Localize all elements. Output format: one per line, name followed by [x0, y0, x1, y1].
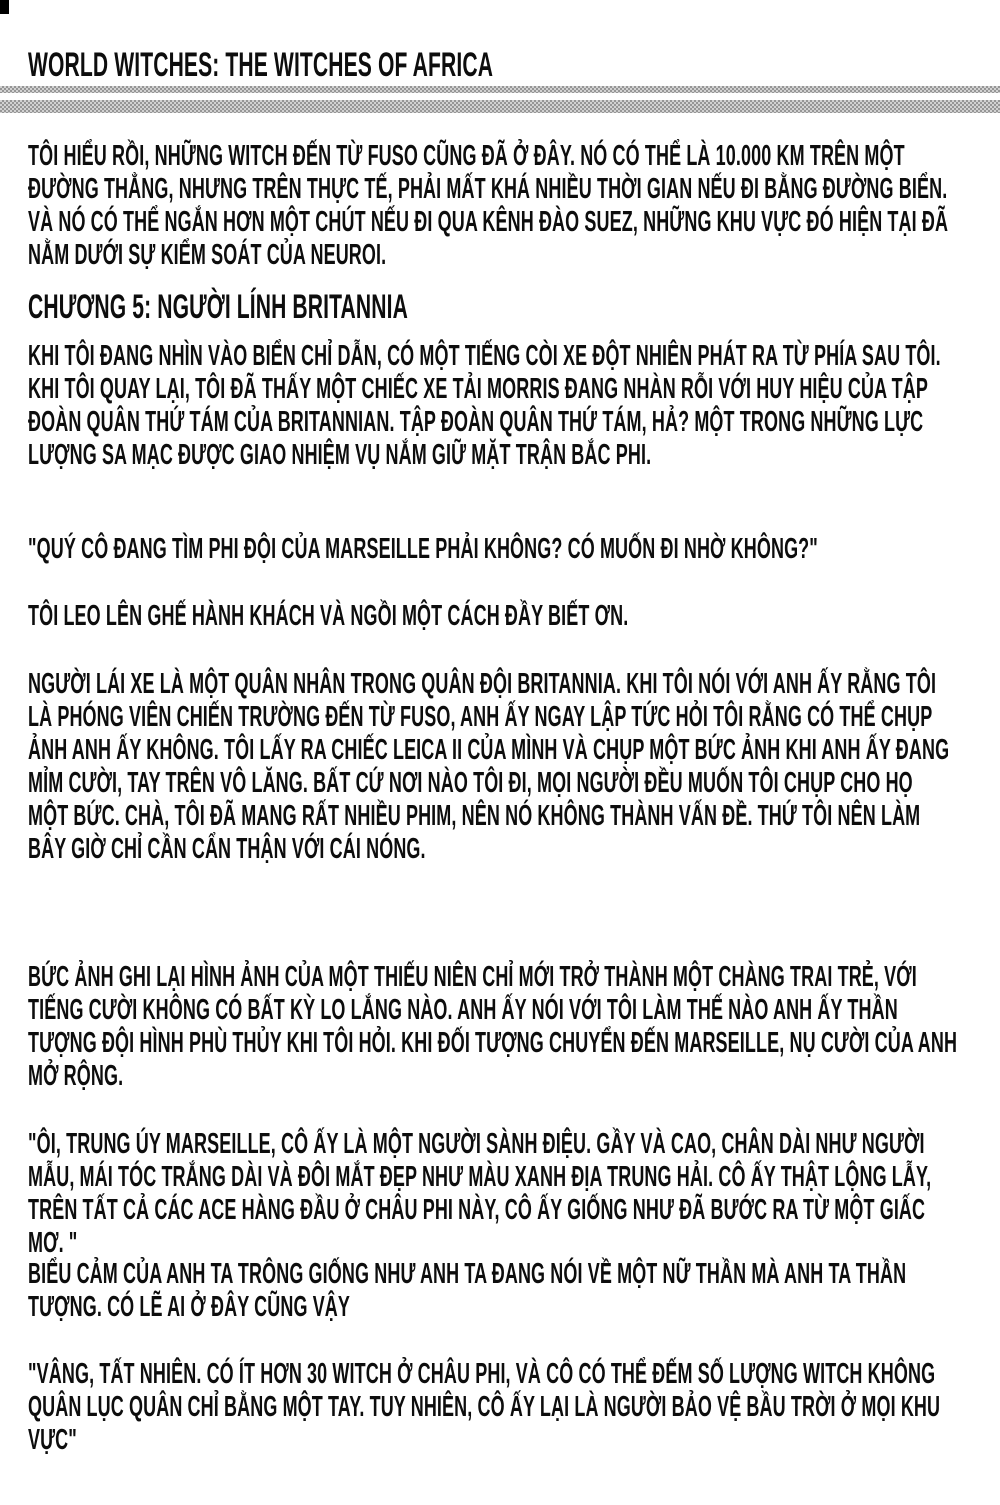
scan-corner-mark: [0, 0, 9, 14]
paragraph-photo-young-man: BỨC ẢNH GHI LẠI HÌNH ẢNH CỦA MỘT THIẾU NIÊN CHỈ MỚI TRỞ THÀNH MỘT CHÀNG TRAI TRẺ, VỚI TIẾNG CƯỜI KHÔNG CÓ BẤT KỲ LO LẮNG NÀO. ANH ẤY NÓI VỚI TÔI LÀM THẾ NÀO ANH ẤY THẦN TƯỢNG ĐỘI HÌNH PHÙ THỦY KHI TÔI HỎI. KHI ĐỐI TƯỢNG CHUYỂN ĐẾN MARSEILLE, NỤ CƯỜI CỦA ANH MỞ RỘNG.: [28, 961, 958, 1092]
paragraph-truck-encounter: KHI TÔI ĐANG NHÌN VÀO BIỂN CHỈ DẪN, CÓ MỘT TIẾNG CÒI XE ĐỘT NHIÊN PHÁT RA TỪ PHÍA SAU TÔI. KHI TÔI QUAY LẠI, TÔI ĐÃ THẤY MỘT CHIẾC XE TẢI MORRIS ĐANG NHÀN RỖI VỚI HUY HIỆU CỦA TẬP ĐOÀN QUÂN THỨ TÁM CỦA BRITANNIAN. TẬP ĐOÀN QUÂN THỨ TÁM, HẢ? MỘT TRONG NHỮNG LỰC LƯỢNG SA MẠC ĐƯỢC GIAO NHIỆM VỤ NẮM GIỮ MẶT TRẬN BẮC PHI.: [28, 340, 941, 471]
dialogue-marseille-praise: "ÔI, TRUNG ÚY MARSEILLE, CÔ ẤY LÀ MỘT NGƯỜI SÀNH ĐIỆU. GẦY VÀ CAO, CHÂN DÀI NHƯ NGƯỜI MẪU, MÁI TÓC TRẮNG DÀI VÀ ĐÔI MẮT ĐẸP NHƯ MÀU XANH ĐỊA TRUNG HẢI. CÔ ẤY THẬT LỘNG LẪY, TRÊN TẤT CẢ CÁC ACE HÀNG ĐẦU Ở CHÂU PHI NÀY, CÔ ẤY GIỐNG NHƯ ĐÃ BƯỚC RA TỪ MỘT GIẤC MƠ. ": [28, 1128, 932, 1259]
page-title: WORLD WITCHES: THE WITCHES OF AFRICA: [28, 46, 494, 84]
paragraph-climb-in: TÔI LEO LÊN GHẾ HÀNH KHÁCH VÀ NGỒI MỘT CÁCH ĐẦY BIẾT ƠN.: [28, 600, 629, 632]
dialogue-witch-count: "VÂNG, TẤT NHIÊN. CÓ ÍT HƠN 30 WITCH Ở CHÂU PHI, VÀ CÔ CÓ THỂ ĐẾM SỐ LƯỢNG WITCH KHÔNG QUÂN LỤC QUÂN CHỈ BẰNG MỘT TAY. TUY NHIÊN, CÔ ẤY LẠI LÀ NGƯỜI BẢO VỆ BẦU TRỜI Ở MỌI KHU VỰC": [28, 1358, 941, 1456]
paragraph-goddess-expression: BIỂU CẢM CỦA ANH TA TRÔNG GIỐNG NHƯ ANH TA ĐANG NÓI VỀ MỘT NỮ THẦN MÀ ANH TA THẦN TƯỢNG. CÓ LẼ AI Ở ĐÂY CŨNG VẬY: [28, 1258, 907, 1323]
paragraph-driver-photo: NGƯỜI LÁI XE LÀ MỘT QUÂN NHÂN TRONG QUÂN ĐỘI BRITANNIA. KHI TÔI NÓI VỚI ANH ẤY RẰNG TÔI LÀ PHÓNG VIÊN CHIẾN TRƯỜNG ĐẾN TỪ FUSO, ANH ẤY NGAY LẬP TỨC HỎI TÔI RẰNG CÓ THỂ CHỤP ẢNH ANH ẤY KHÔNG. TÔI LẤY RA CHIẾC LEICA II CỦA MÌNH VÀ CHỤP MỘT BỨC ẢNH KHI ANH ẤY ĐANG MỈM CƯỜI, TAY TRÊN VÔ LĂNG. BẤT CỨ NƠI NÀO TÔI ĐI, MỌI NGƯỜI ĐỀU MUỐN TÔI CHỤP CHO HỌ MỘT BỨC. CHÀ, TÔI ĐÃ MANG RẤT NHIỀU PHIM, NÊN NÓ KHÔNG THÀNH VẤN ĐỀ. THỨ TÔI NÊN LÀM BÂY GIỜ CHỈ CẦN CẨN THẬN VỚI CÁI NÓNG.: [28, 668, 950, 865]
dialogue-offer-ride: "QUÝ CÔ ĐANG TÌM PHI ĐỘI CỦA MARSEILLE PHẢI KHÔNG? CÓ MUỐN ĐI NHỜ KHÔNG?": [28, 533, 818, 565]
page-text-column: [28, 0, 961, 1505]
chapter-heading: CHƯƠNG 5: NGƯỜI LÍNH BRITANNIA: [28, 288, 408, 326]
paragraph-intro: TÔI HIỂU RỒI, NHỮNG WITCH ĐẾN TỪ FUSO CŨNG ĐÃ Ở ĐÂY. NÓ CÓ THỂ LÀ 10.000 KM TRÊN MỘT ĐƯỜNG THẲNG, NHƯNG TRÊN THỰC TẾ, PHẢI MẤT KHÁ NHIỀU THỜI GIAN NẾU ĐI BẰNG ĐƯỜNG BIỂN. VÀ NÓ CÓ THỂ NGẮN HƠN MỘT CHÚT NẾU ĐI QUA KÊNH ĐÀO SUEZ, NHỮNG KHU VỰC ĐÓ HIỆN TẠI ĐÃ NẰM DƯỚI SỰ KIỂM SOÁT CỦA NEUROI.: [28, 140, 949, 271]
